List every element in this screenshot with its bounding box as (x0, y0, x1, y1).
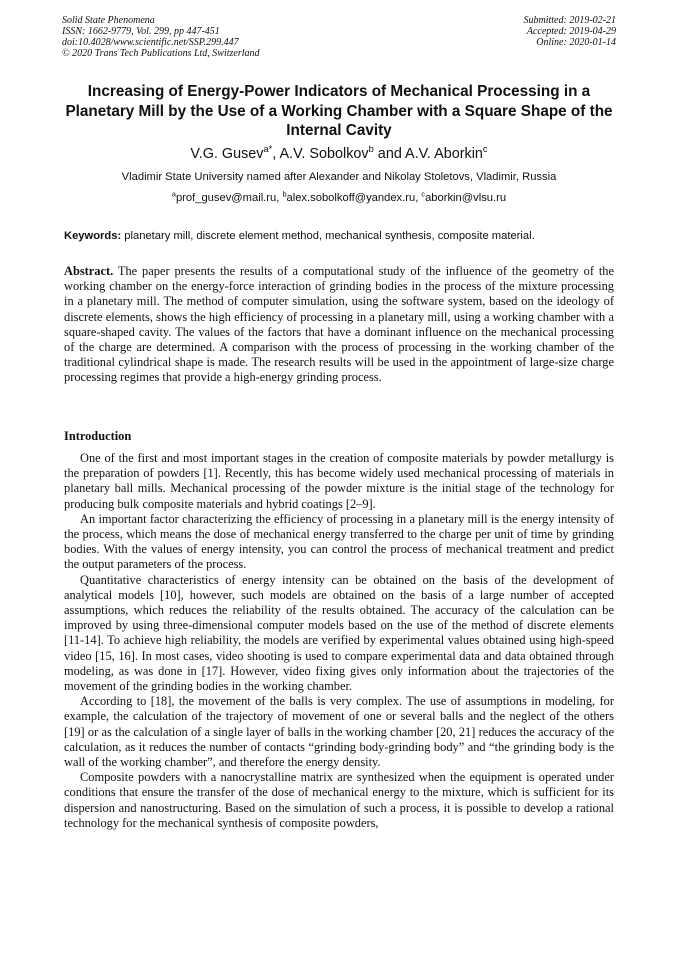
intro-paragraph: Quantitative characteristics of energy intensity can be obtained on the basis of the development of analytical models [10], however, such models are obtained on the basis of a large number of accepted assumptions, which reduces the reliability of the results obtained. The accuracy of the calculation can be improved by using three-dimensional computer models based on the use of the method of discrete elements [11-14]. To achieve high reliability, the models are verified by experimental values obtained using high-speed video [15, 16]. In most cases, video shooting is used to compare experimental data and data obtained through modeling, as was done in [17]. However, video fixing gives only information about the trajectories of the movement of the grinding bodies in the working chamber. (64, 572, 614, 694)
keywords-text: planetary mill, discrete element method, mechanical synthesis, composite material. (121, 230, 535, 242)
intro-paragraph: An important factor characterizing the efficiency of processing in a planetary mill is the energy intensity of the process, which means the dose of mechanical energy transferred to the charge per unit of time by grinding bodies. With the values of energy intensity, you can control the process of mechanical treatment and predict the output parameters of the process. (64, 511, 614, 572)
accepted-date: Accepted: 2019-04-29 (526, 26, 616, 37)
journal-name: Solid State Phenomena (62, 15, 155, 26)
author-conjunction: and (373, 146, 406, 162)
abstract-text: The paper presents the results of a computational study of the influence of the geometry of the working chamber on the energy-force interaction of grinding bodies in the process of the mixture processing in a planetary mill. The method of computer simulation, using the software system, based on the ideology of discrete elements, shows the high efficiency of processing in a planetary mill, using a working chamber with a square-shaped cavity. The values of the factors that have a dominant influence on the mechanical processing of the charge are determined. A comparison with the process of processing in the working chamber of the traditional cylindrical shape is made. The research results will be used in the appointment of large-size charge processing regimes that provide a high-energy grinding process. (64, 264, 614, 385)
author-list (60, 146, 618, 163)
email-address[interactable]: aborkin@vlsu.ru (425, 192, 507, 204)
doi-line: doi:10.4028/www.scientific.net/SSP.299.447 (62, 37, 239, 48)
author-name: A.V. Sobolkov (279, 146, 369, 162)
abstract-label: Abstract. (64, 264, 114, 278)
abstract (64, 264, 614, 386)
email-address[interactable]: alex.sobolkoff@yandex.ru (286, 192, 416, 204)
submitted-date: Submitted: 2019-02-21 (523, 15, 616, 26)
copyright-line: © 2020 Trans Tech Publications Ltd, Switzerland (62, 48, 260, 59)
affiliation: Vladimir State University named after Alexander and Nikolay Stoletovs, Vladimir, Russia (121, 171, 557, 183)
author-affil-mark: b (368, 144, 374, 155)
author-name: A.V. Aborkin (405, 146, 483, 162)
email-separator: , (276, 192, 283, 204)
keywords (64, 229, 614, 243)
author-name: V.G. Gusev (190, 146, 264, 162)
intro-paragraph: According to [18], the movement of the balls is very complex. The use of assumptions in modeling, for example, the calculation of the trajectory of movement of one or several balls and the neglect of the others [19] or as the calculation of a single layer of balls in the working chamber [20, 21] reduces the accuracy of the calculation, as it reduces the number of contacts “grinding body-grinding body” and “the grinding body is the wall of the working chamber”, and therefore the energy density. (64, 694, 614, 770)
journal-meta (62, 15, 260, 59)
email-mark: b (282, 189, 287, 199)
intro-paragraph: One of the first and most important stages in the creation of composite materials by powder metallurgy is the preparation of powders [1]. Recently, this has become widely used mechanical processing of materials in planetary ball mills. Mechanical processing of the powder mixture is the initial stage of the technology for producing bulk composite materials and hybrid coatings [2–9]. (64, 451, 614, 511)
paper-title: Increasing of Energy-Power Indicators of Mechanical Processing in a Planetary Mill by the Use of a Working Chamber with a Square Shape of the Internal Cavity (65, 83, 613, 139)
author-affil-mark: c (482, 144, 488, 155)
email-mark: c (421, 189, 426, 199)
online-date: Online: 2020-01-14 (536, 37, 616, 48)
email-mark: a (171, 189, 176, 199)
email-list (60, 191, 618, 205)
intro-paragraph: Composite powders with a nanocrystalline matrix are synthesized when the equipment is operated under conditions that ensure the transfer of the dose of mechanical energy to the mixture, which is sufficient for its dispersion and nanostructuring. Based on the simulation of such a process, it is possible to develop a rational technology for the mechanical synthesis of composite powders, (64, 770, 614, 830)
section-heading-introduction: Introduction (64, 429, 132, 443)
keywords-label: Keywords: (64, 230, 122, 242)
issn-line: ISSN: 1662-9779, Vol. 299, pp 447-451 (62, 26, 220, 37)
author-affil-mark: a* (263, 144, 273, 155)
introduction-body (64, 451, 614, 831)
author-separator: , (272, 146, 280, 162)
email-address[interactable]: prof_gusev@mail.ru (175, 192, 277, 204)
email-separator: , (415, 192, 422, 204)
publication-dates (524, 15, 617, 48)
